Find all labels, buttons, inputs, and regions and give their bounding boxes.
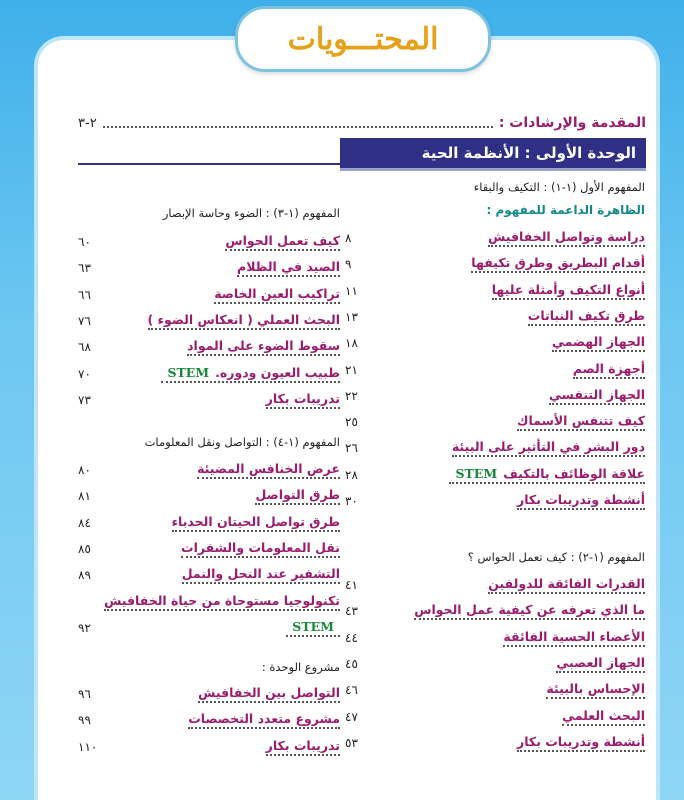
toc-entry-text: أنشطة وتدريبات بكار bbox=[517, 733, 645, 749]
toc-entry-text: الجهاز الهضمي bbox=[551, 334, 645, 350]
toc-entry-label bbox=[556, 655, 645, 673]
toc-page-number: ٤٦ bbox=[345, 683, 358, 698]
toc-page-number: ٧٦ bbox=[78, 313, 91, 328]
toc-page-number: ٤٥ bbox=[345, 656, 358, 671]
toc-page-number: ٤٧ bbox=[345, 709, 358, 724]
toc-page-number: ٥٣ bbox=[345, 735, 358, 750]
toc-page-number: ٨١ bbox=[78, 489, 91, 504]
intro-pages: ٢-٣ bbox=[78, 115, 97, 131]
toc-entry-text: أنواع التكيف وأمثلة عليها bbox=[491, 281, 645, 297]
unit-title: الوحدة الأولى : الأنظمة الحية bbox=[421, 144, 636, 162]
toc-entry-label bbox=[161, 365, 340, 383]
toc-entry-label bbox=[188, 711, 340, 729]
toc-entry-text: عرض الخنافس المضيئة bbox=[197, 461, 340, 476]
stem-tag: STEM bbox=[292, 618, 334, 634]
toc-entry[interactable] bbox=[345, 307, 645, 327]
toc-entry-text: التشفير عند النحل والنمل bbox=[181, 566, 340, 582]
leader-dots bbox=[103, 118, 493, 128]
toc-entry-text: الإحساس بالبيئة bbox=[546, 681, 645, 697]
toc-page-number: ٨ bbox=[345, 231, 352, 245]
toc-entry-label bbox=[562, 708, 645, 726]
toc-entry[interactable] bbox=[345, 575, 645, 595]
toc-entry-text: دراسة وتواصل الخفافيش bbox=[488, 229, 645, 244]
toc-page-number: ٦٦ bbox=[78, 287, 91, 302]
toc-entry-text: التواصل بين الخفافيش bbox=[198, 685, 340, 700]
toc-page-number: ١٨ bbox=[345, 336, 358, 351]
concept-heading-4: المفهوم (١-٤) : التواصل ونقل المعلومات bbox=[144, 435, 340, 449]
toc-entry[interactable] bbox=[78, 737, 340, 757]
toc-entry-text: الجهاز التنفسي bbox=[548, 386, 645, 402]
toc-entry[interactable] bbox=[345, 386, 645, 406]
concept-heading-1: المفهوم الأول (١-١) : التكيف والبقاء bbox=[473, 180, 645, 194]
toc-page-number: ٢٦ bbox=[345, 441, 358, 456]
toc-entry-text: مشروع متعدد التخصصات bbox=[188, 711, 340, 727]
toc-entry[interactable] bbox=[78, 539, 340, 559]
unit-divider bbox=[78, 163, 340, 165]
phenomenon-heading: الظاهرة الداعمة للمفهوم : bbox=[486, 203, 645, 217]
toc-entry[interactable] bbox=[345, 654, 645, 674]
toc-entry-text: تراكيب العين الخاصة bbox=[214, 285, 340, 301]
toc-entry[interactable] bbox=[345, 601, 645, 621]
toc-entry-text: الجهاز العصبي bbox=[556, 654, 645, 670]
toc-entry-text: ما الذي تعرفه عن كيفية عمل الحواس bbox=[414, 602, 645, 618]
toc-entry-text: البحث العملي ( انعكاس الضوء ) bbox=[147, 311, 340, 327]
toc-entry[interactable] bbox=[78, 285, 340, 305]
toc-entry-label bbox=[517, 734, 645, 752]
toc-entry-label bbox=[503, 629, 645, 647]
toc-entry-text: طرق تواصل الحيتان الحدباء bbox=[171, 513, 340, 529]
toc-entry[interactable] bbox=[78, 565, 340, 585]
title-tab bbox=[235, 6, 491, 72]
toc-entry[interactable] bbox=[345, 333, 645, 353]
toc-entry-label bbox=[214, 286, 340, 304]
toc-entry[interactable] bbox=[345, 254, 645, 274]
toc-entry[interactable] bbox=[78, 618, 340, 638]
toc-entry[interactable] bbox=[345, 707, 645, 727]
concept-heading-2: المفهوم (١-٢) : كيف تعمل الحواس ؟ bbox=[467, 550, 645, 564]
toc-entry[interactable] bbox=[345, 438, 645, 458]
toc-entry[interactable] bbox=[345, 680, 645, 700]
toc-page-number: ٧٠ bbox=[78, 366, 91, 381]
toc-entry-text: تكنولوجيا مستوحاة من حياة الخفافيش bbox=[104, 592, 340, 608]
toc-page-number: ٧٣ bbox=[78, 392, 91, 407]
toc-entry-text: أنشطة وتدريبات بكار bbox=[517, 492, 645, 507]
toc-page-number: ٩٢ bbox=[78, 620, 91, 635]
toc-entry-label bbox=[182, 566, 340, 584]
toc-page-number: ٤٤ bbox=[345, 630, 358, 645]
toc-entry-text: الصيد في الظلام bbox=[237, 259, 340, 275]
toc-page-number: ٨٩ bbox=[78, 568, 91, 583]
toc-page-number: ٤٣ bbox=[345, 604, 358, 619]
toc-page-number: ٩ bbox=[345, 257, 352, 272]
toc-page-number: ١٣ bbox=[345, 309, 358, 324]
toc-entry-label bbox=[181, 540, 340, 558]
page-title: المحتـــويات bbox=[287, 21, 439, 57]
toc-entry-text: سقوط الضوء على المواد bbox=[187, 338, 340, 354]
toc-entry-label bbox=[225, 233, 340, 251]
toc-entry-label bbox=[148, 312, 340, 330]
toc-entry-label bbox=[528, 308, 645, 326]
toc-entry[interactable] bbox=[78, 364, 340, 384]
toc-entry-label bbox=[573, 361, 645, 379]
toc-entry[interactable] bbox=[78, 684, 340, 704]
toc-page-number: ١١٠ bbox=[78, 739, 98, 754]
toc-entry-text: البحث العلمي bbox=[562, 707, 645, 723]
toc-entry-text: تدريبات بكار bbox=[265, 737, 340, 753]
intro-entry[interactable] bbox=[78, 112, 646, 134]
toc-entry[interactable] bbox=[78, 460, 340, 480]
toc-entry[interactable] bbox=[78, 337, 340, 357]
toc-entry-text: تدريبات بكار bbox=[265, 390, 340, 406]
toc-page-number: ١١ bbox=[345, 283, 358, 298]
stem-tag: STEM bbox=[455, 465, 498, 481]
toc-entry-label bbox=[266, 738, 340, 756]
toc-entry-text: علاقة الوظائف بالتكيف bbox=[503, 465, 645, 481]
toc-entry[interactable] bbox=[78, 592, 340, 612]
toc-entry[interactable] bbox=[78, 311, 340, 331]
toc-page-number: ٩٦ bbox=[78, 687, 91, 701]
toc-entry-label bbox=[172, 514, 340, 532]
toc-page-number: ٢٨ bbox=[345, 467, 358, 482]
toc-entry-text: الأعضاء الحسية الفائقة bbox=[503, 628, 645, 644]
unit-title-bar bbox=[340, 138, 646, 171]
toc-entry-text: أجهزة الصم bbox=[572, 360, 645, 376]
toc-entry[interactable] bbox=[345, 360, 645, 380]
toc-entry-text: طرق التواصل bbox=[255, 487, 340, 503]
toc-entry[interactable] bbox=[345, 465, 645, 485]
toc-entry-label bbox=[517, 413, 645, 431]
toc-page-number: ٤١ bbox=[345, 578, 358, 592]
toc-entry-label bbox=[286, 619, 340, 637]
toc-entry-label bbox=[492, 282, 645, 300]
toc-entry[interactable] bbox=[78, 710, 340, 730]
toc-entry-label bbox=[452, 439, 645, 457]
project-heading: مشروع الوحدة : bbox=[261, 660, 340, 674]
concept-heading-3: المفهوم (١-٣) : الضوء وحاسة الإبصار bbox=[162, 206, 340, 220]
toc-entry-label bbox=[488, 576, 645, 594]
toc-entry[interactable] bbox=[78, 390, 340, 410]
toc-entry[interactable] bbox=[78, 513, 340, 533]
toc-entry[interactable] bbox=[78, 258, 340, 278]
toc-page-number: ٨٤ bbox=[78, 515, 91, 530]
toc-page-number: ٨٥ bbox=[78, 541, 91, 556]
toc-entry-text: دور البشر في التأثير على البيئة bbox=[451, 439, 645, 455]
toc-entry[interactable] bbox=[345, 491, 645, 511]
toc-entry-label bbox=[197, 461, 340, 479]
toc-entry-label bbox=[471, 255, 645, 273]
toc-entry-label bbox=[198, 685, 340, 703]
toc-entry-text: طبيب العيون ودوره. bbox=[215, 364, 340, 380]
toc-page-number: ٢٥ bbox=[345, 415, 358, 430]
toc-entry-label bbox=[517, 492, 645, 510]
toc-entry-text: أقدام البطريق وطرق تكيفها bbox=[471, 255, 645, 271]
toc-entry-label bbox=[104, 593, 340, 611]
toc-page-number: ٣٠ bbox=[345, 494, 358, 508]
toc-entry-text: كيف تتنفس الأسماك bbox=[517, 413, 645, 429]
toc-entry-label bbox=[187, 338, 340, 356]
toc-page-number: ٨٠ bbox=[78, 463, 91, 477]
toc-page-number: ٦٣ bbox=[78, 261, 91, 276]
toc-page-number: ٦٠ bbox=[78, 235, 91, 249]
toc-entry-label bbox=[552, 334, 645, 352]
toc-entry-text: كيف تعمل الحواس bbox=[225, 233, 340, 248]
toc-entry-label bbox=[237, 259, 340, 277]
intro-label: المقدمة والإرشادات : bbox=[498, 115, 646, 131]
toc-entry[interactable] bbox=[78, 486, 340, 506]
stem-tag: STEM bbox=[167, 364, 210, 380]
toc-entry-label bbox=[266, 391, 340, 409]
toc-entry-text: القدرات الفائقة للدولفين bbox=[488, 576, 645, 591]
toc-entry-label bbox=[449, 466, 645, 484]
toc-entry-label bbox=[546, 681, 645, 699]
toc-page-number: ٩٩ bbox=[78, 713, 91, 728]
toc-entry[interactable] bbox=[345, 228, 645, 248]
toc-entry[interactable] bbox=[345, 281, 645, 301]
toc-page-number: ٢٢ bbox=[345, 388, 358, 403]
toc-entry[interactable] bbox=[345, 628, 645, 648]
toc-entry-label bbox=[255, 487, 340, 505]
toc-entry[interactable] bbox=[345, 412, 645, 432]
toc-entry[interactable] bbox=[345, 733, 645, 753]
toc-page-number: ٢١ bbox=[345, 362, 358, 377]
toc-entry-text: طرق تكيف النباتات bbox=[527, 307, 645, 323]
toc-entry[interactable] bbox=[78, 232, 340, 252]
toc-entry-label bbox=[549, 387, 645, 405]
toc-page-number: ٦٨ bbox=[78, 340, 91, 355]
toc-entry-label bbox=[488, 229, 645, 247]
toc-entry-label bbox=[414, 602, 645, 620]
toc-entry-text: نقل المعلومات والشفرات bbox=[181, 539, 340, 555]
